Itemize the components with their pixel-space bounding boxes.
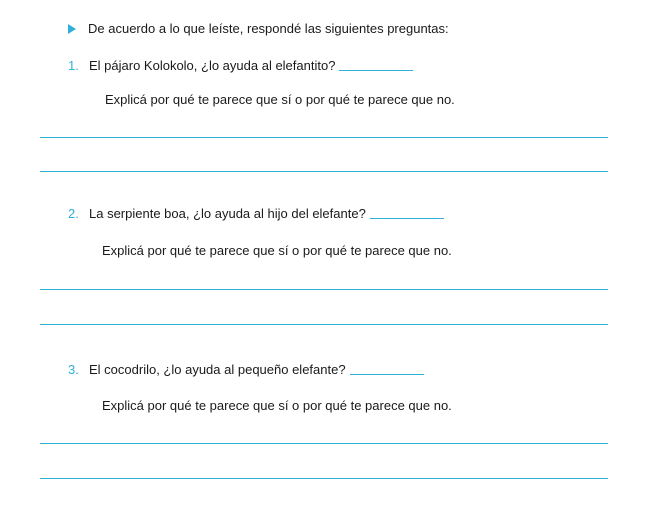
answer-line-1b[interactable] [40,171,608,172]
question-1 [68,58,413,74]
answer-line-2b[interactable] [40,324,608,325]
answer-blank-1[interactable] [339,58,413,71]
explanation-prompt-2: Explicá por qué te parece que sí o por qué te parece que no. [102,243,452,258]
answer-blank-3[interactable] [350,362,424,375]
answer-line-2a[interactable] [40,289,608,290]
answer-line-3a[interactable] [40,443,608,444]
answer-blank-2[interactable] [370,206,444,219]
question-number: 1. [68,58,79,73]
instructions [68,21,449,37]
instructions-text: De acuerdo a lo que leíste, respondé las siguientes preguntas: [88,21,449,36]
question-number: 2. [68,206,79,221]
question-3 [68,362,424,378]
question-number: 3. [68,362,79,377]
explanation-prompt-3: Explicá por qué te parece que sí o por qué te parece que no. [102,398,452,413]
question-text: El cocodrilo, ¿lo ayuda al pequeño elefante? [89,362,346,377]
question-text: La serpiente boa, ¿lo ayuda al hijo del elefante? [89,206,366,221]
answer-line-3b[interactable] [40,478,608,479]
explanation-prompt-1: Explicá por qué te parece que sí o por qué te parece que no. [105,92,455,107]
question-2 [68,206,444,222]
arrow-bullet-icon [68,24,76,34]
answer-line-1a[interactable] [40,137,608,138]
question-text: El pájaro Kolokolo, ¿lo ayuda al elefantito? [89,58,336,73]
